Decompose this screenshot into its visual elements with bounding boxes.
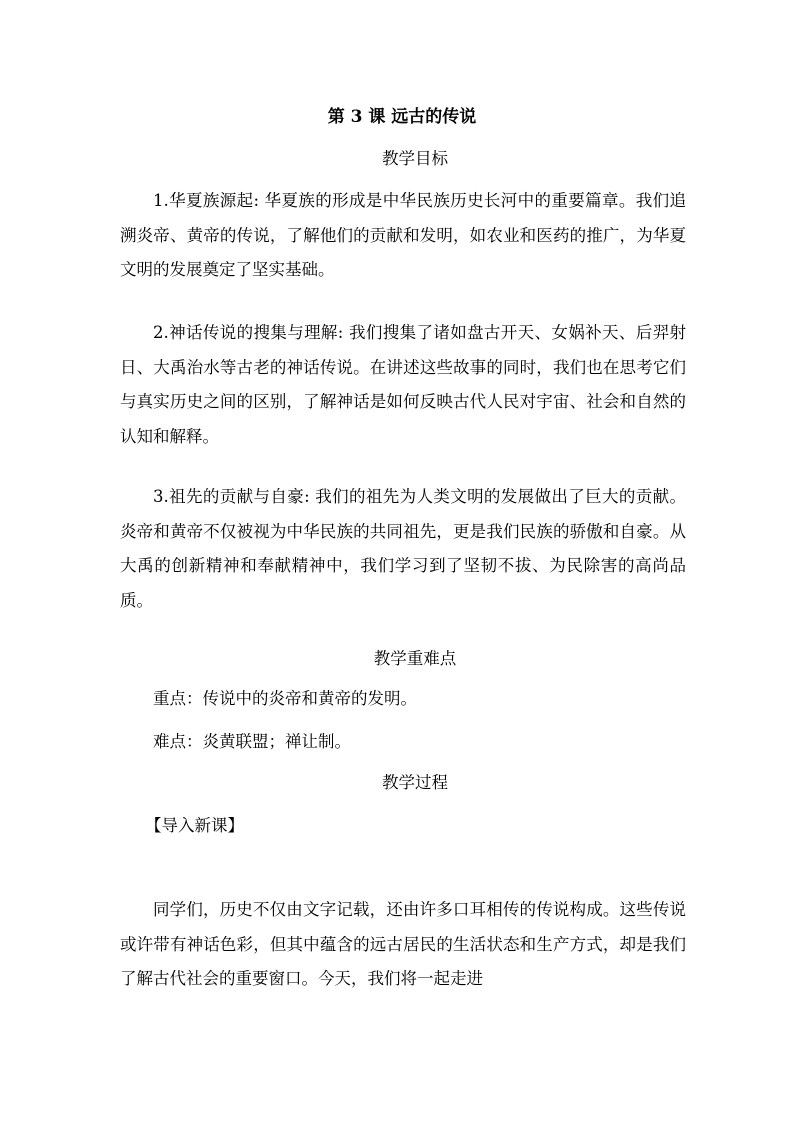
goal-2-paragraph: 2.神话传说的搜集与理解: 我们搜集了诸如盘古开天、女娲补天、后羿射日、大禹治水等古老的神话传说。在讲述这些故事的同时，我们也在思考它们与真实历史之间的区别，了解神话是如何反映古代人民对宇宙、社会和自然的认知和解释。 xyxy=(120,323,686,446)
goal-3-paragraph: 3.祖先的贡献与自豪: 我们的祖先为人类文明的发展做出了巨大的贡献。炎帝和黄帝不仅被视为中华民族的共同祖先，更是我们民族的骄傲和自豪。从大禹的创新精神和奉献精神中，我们学习到了坚韧不拔、为民除害的高尚品质。 xyxy=(120,487,686,610)
intro-label: 【导入新课】 xyxy=(145,816,244,835)
goals-heading: 教学目标 xyxy=(382,149,448,168)
key-heading: 教学重难点 xyxy=(373,649,457,668)
intro-paragraph: 同学们，历史不仅由文字记载，还由许多口耳相传的传说构成。这些传说或许带有神话色彩，但其中蕴含的远古居民的生活状态和生产方式，却是我们了解古代社会的重要窗口。今天，我们将一起走进 xyxy=(120,900,686,988)
lesson-title: 第 3 课 远古的传说 xyxy=(327,107,477,127)
goal-1-paragraph: 1.华夏族源起: 华夏族的形成是中华民族历史长河中的重要篇章。我们追溯炎帝、黄帝的传说，了解他们的贡献和发明，如农业和医药的推广，为华夏文明的发展奠定了坚实基础。 xyxy=(120,191,686,279)
process-heading: 教学过程 xyxy=(382,773,448,792)
key-point: 重点：传说中的炎帝和黄帝的发明。 xyxy=(153,689,417,708)
difficult-point: 难点：炎黄联盟；禅让制。 xyxy=(153,732,351,751)
